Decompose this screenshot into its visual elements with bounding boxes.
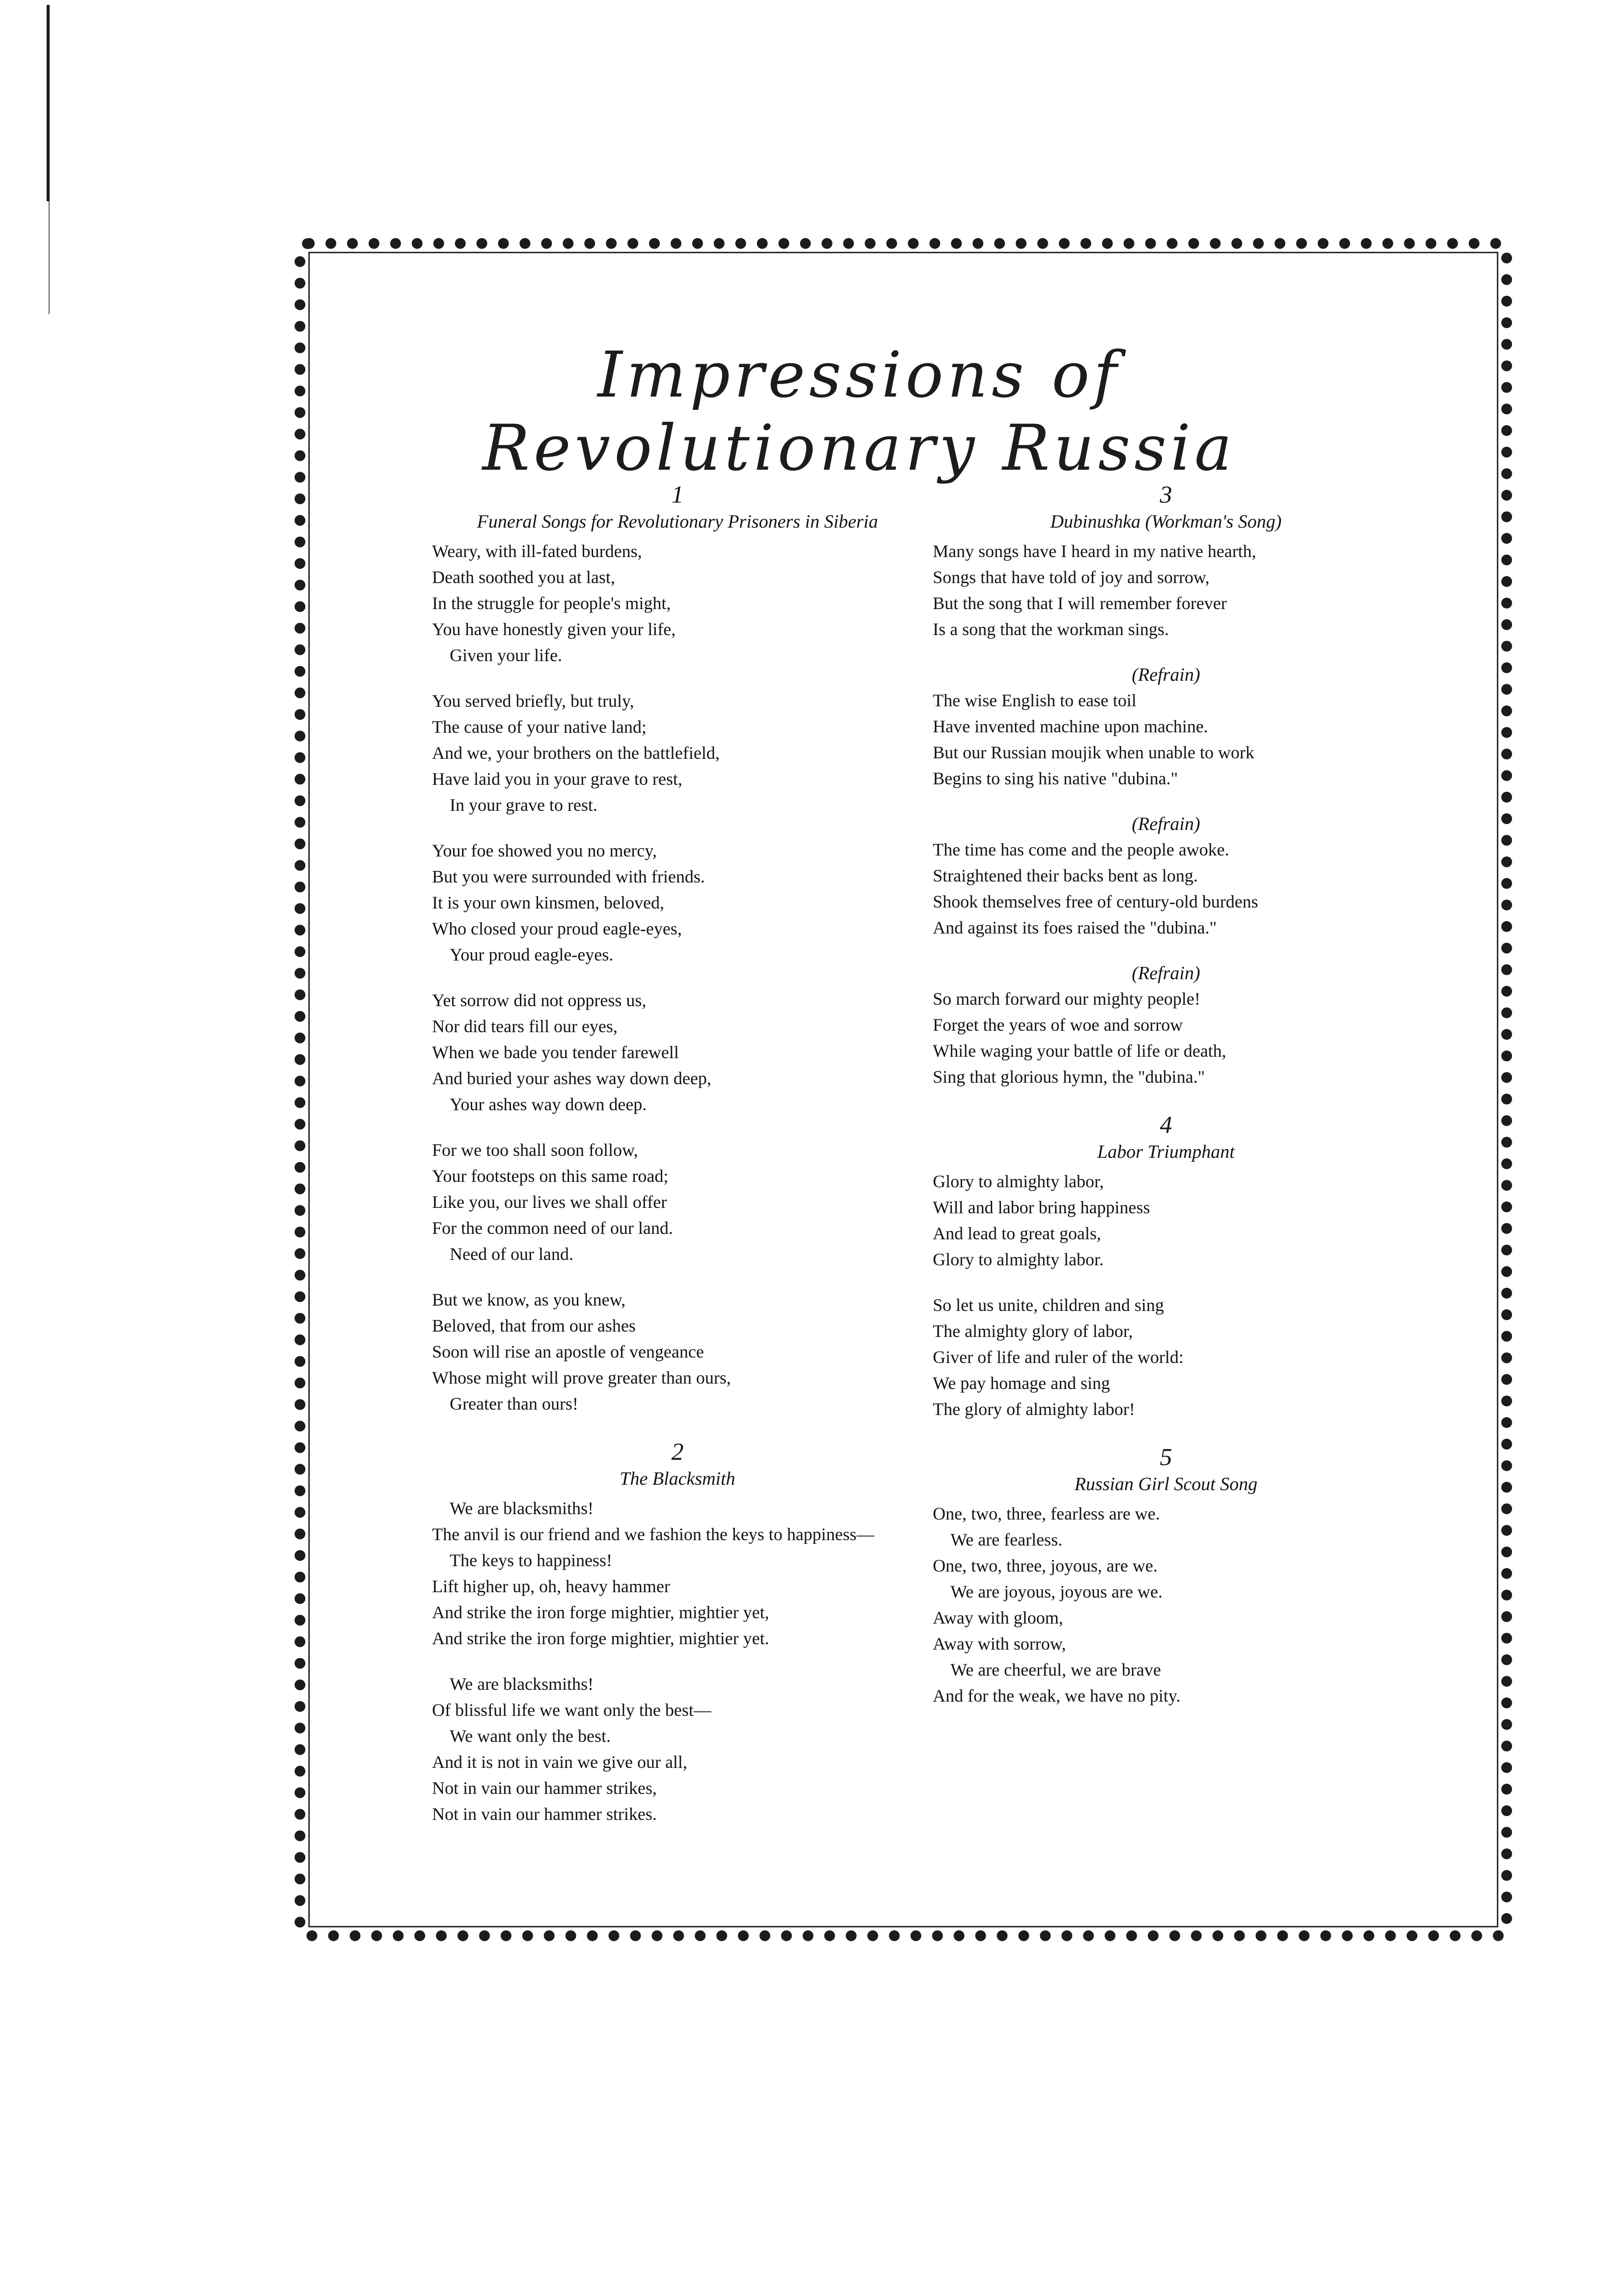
stanza [933, 1292, 1399, 1422]
refrain-heading: (Refrain) [1132, 963, 1200, 984]
verse-line: Soon will rise an apostle of vengeance [432, 1342, 704, 1362]
verse-line: Is a song that the workman sings. [933, 619, 1169, 639]
verse-line: The glory of almighty labor! [933, 1399, 1135, 1419]
verse-line: Not in vain our hammer strikes. [432, 1804, 657, 1824]
verse-line: Away with gloom, [933, 1608, 1063, 1628]
verse-line: Begins to sing his native "dubina." [933, 769, 1178, 788]
verse-line: Lift higher up, oh, heavy hammer [432, 1576, 670, 1596]
verse-line: In your grave to rest. [432, 795, 597, 815]
section-number: 2 [671, 1438, 684, 1465]
section-title: Russian Girl Scout Song [1074, 1474, 1258, 1495]
verse-line: Songs that have told of joy and sorrow, [933, 567, 1210, 587]
verse-line: But we know, as you knew, [432, 1290, 626, 1309]
stanza [432, 988, 923, 1118]
verse-line: Beloved, that from our ashes [432, 1316, 636, 1335]
verse-line: Given your life. [432, 645, 562, 665]
section-blacksmith [432, 1437, 923, 1827]
right-column [933, 469, 1399, 1729]
verse-line: For the common need of our land. [432, 1218, 673, 1238]
verse-line: Your ashes way down deep. [432, 1095, 647, 1114]
verse-line: Will and labor bring happiness [933, 1198, 1150, 1217]
verse-line: And lead to great goals, [933, 1224, 1101, 1243]
verse-line: Whose might will prove greater than ours, [432, 1368, 731, 1388]
verse-line: Not in vain our hammer strikes, [432, 1778, 657, 1798]
verse-line: Away with sorrow, [933, 1634, 1066, 1654]
stanza [432, 1671, 923, 1827]
verse-line: Shook themselves free of century-old burdens [933, 892, 1258, 911]
verse-line: One, two, three, fearless are we. [933, 1504, 1160, 1523]
verse-line: Giver of life and ruler of the world: [933, 1347, 1184, 1367]
verse-line: You have honestly given your life, [432, 619, 676, 639]
verse-line: We are blacksmiths! [432, 1674, 594, 1694]
scan-edge-mark [47, 5, 50, 201]
verse-line: Straightened their backs bent as long. [933, 866, 1198, 885]
verse-line: Have invented machine upon machine. [933, 717, 1208, 736]
verse-line: Like you, our lives we shall offer [432, 1192, 667, 1212]
stanza [432, 1495, 923, 1652]
verse-line: Weary, with ill-fated burdens, [432, 541, 642, 561]
verse-line: Your foe showed you no mercy, [432, 841, 657, 860]
verse-line: Death soothed you at last, [432, 567, 615, 587]
verse-line: It is your own kinsmen, beloved, [432, 893, 664, 912]
section-title: Labor Triumphant [1097, 1142, 1235, 1162]
verse-line: We want only the best. [432, 1726, 611, 1746]
verse-line: In the struggle for people's might, [432, 593, 671, 613]
section-girl-scout-song [933, 1442, 1399, 1709]
verse-line: And against its foes raised the "dubina." [933, 918, 1217, 937]
stanza [432, 688, 923, 818]
stanza [933, 1169, 1399, 1273]
section-number: 5 [1160, 1443, 1172, 1470]
stanza [432, 838, 923, 968]
verse-line: And strike the iron forge mightier, mightier yet, [432, 1602, 769, 1622]
section-dubinushka [933, 480, 1399, 1090]
verse-line: And strike the iron forge mightier, mightier yet. [432, 1629, 769, 1648]
verse-line: Forget the years of woe and sorrow [933, 1015, 1183, 1035]
verse-line: Nor did tears fill our eyes, [432, 1016, 618, 1036]
verse-line: Have laid you in your grave to rest, [432, 769, 682, 789]
verse-line: We are fearless. [933, 1530, 1062, 1549]
scan-edge-mark [49, 201, 50, 314]
section-title: The Blacksmith [620, 1468, 735, 1489]
stanza [933, 837, 1399, 941]
verse-line: And for the weak, we have no pity. [933, 1686, 1181, 1706]
stanza [933, 1501, 1399, 1709]
section-title: Dubinushka (Workman's Song) [1050, 511, 1282, 532]
verse-line: For we too shall soon follow, [432, 1140, 638, 1160]
verse-line: The keys to happiness! [432, 1550, 612, 1570]
verse-line: We pay homage and sing [933, 1373, 1110, 1393]
verse-line: Your proud eagle-eyes. [432, 945, 614, 964]
section-number: 3 [1160, 481, 1172, 508]
verse-line: So let us unite, children and sing [933, 1295, 1164, 1315]
verse-line: Of blissful life we want only the best— [432, 1700, 711, 1720]
stanza [432, 1287, 923, 1417]
verse-line: Yet sorrow did not oppress us, [432, 990, 647, 1010]
verse-line: Your footsteps on this same road; [432, 1166, 669, 1186]
stanza [933, 986, 1399, 1090]
verse-line: Glory to almighty labor, [933, 1172, 1104, 1191]
verse-line: The almighty glory of labor, [933, 1321, 1133, 1341]
verse-line: We are blacksmiths! [432, 1498, 594, 1518]
refrain-heading: (Refrain) [1132, 814, 1200, 834]
section-labor-triumphant [933, 1110, 1399, 1422]
verse-line: Greater than ours! [432, 1394, 578, 1414]
page-title: Impressions of Revolutionary Russia [482, 339, 1236, 485]
verse-line: The cause of your native land; [432, 717, 647, 737]
verse-line: But you were surrounded with friends. [432, 867, 705, 886]
verse-line: While waging your battle of life or death, [933, 1041, 1226, 1061]
left-column [432, 469, 923, 1847]
verse-line: Sing that glorious hymn, the "dubina." [933, 1067, 1205, 1087]
verse-line: Need of our land. [432, 1244, 573, 1264]
verse-line: But our Russian moujik when unable to work [933, 743, 1254, 762]
verse-line: But the song that I will remember forever [933, 593, 1227, 613]
verse-line: And buried your ashes way down deep, [432, 1068, 711, 1088]
verse-line: So march forward our mighty people! [933, 989, 1200, 1009]
verse-line: You served briefly, but truly, [432, 691, 634, 711]
stanza [432, 1137, 923, 1267]
verse-line: The time has come and the people awoke. [933, 840, 1229, 859]
verse-line: When we bade you tender farewell [432, 1042, 679, 1062]
verse-line: The anvil is our friend and we fashion the keys to happiness— [432, 1524, 874, 1544]
stanza [933, 538, 1399, 642]
verse-line: And we, your brothers on the battlefield, [432, 743, 720, 763]
verse-line: One, two, three, joyous, are we. [933, 1556, 1158, 1575]
refrain-heading: (Refrain) [1132, 665, 1200, 685]
stanza [432, 538, 923, 668]
verse-line: We are cheerful, we are brave [933, 1660, 1161, 1680]
section-funeral-songs [432, 480, 923, 1417]
section-number: 1 [671, 481, 684, 508]
section-title: Funeral Songs for Revolutionary Prisoners in Siberia [477, 511, 878, 532]
verse-line: Who closed your proud eagle-eyes, [432, 919, 682, 938]
verse-line: Glory to almighty labor. [933, 1250, 1104, 1269]
stanza [933, 688, 1399, 792]
verse-line: The wise English to ease toil [933, 691, 1137, 710]
verse-line: And it is not in vain we give our all, [432, 1752, 687, 1772]
verse-line: We are joyous, joyous are we. [933, 1582, 1163, 1602]
section-number: 4 [1160, 1111, 1172, 1138]
verse-line: Many songs have I heard in my native hearth, [933, 541, 1256, 561]
